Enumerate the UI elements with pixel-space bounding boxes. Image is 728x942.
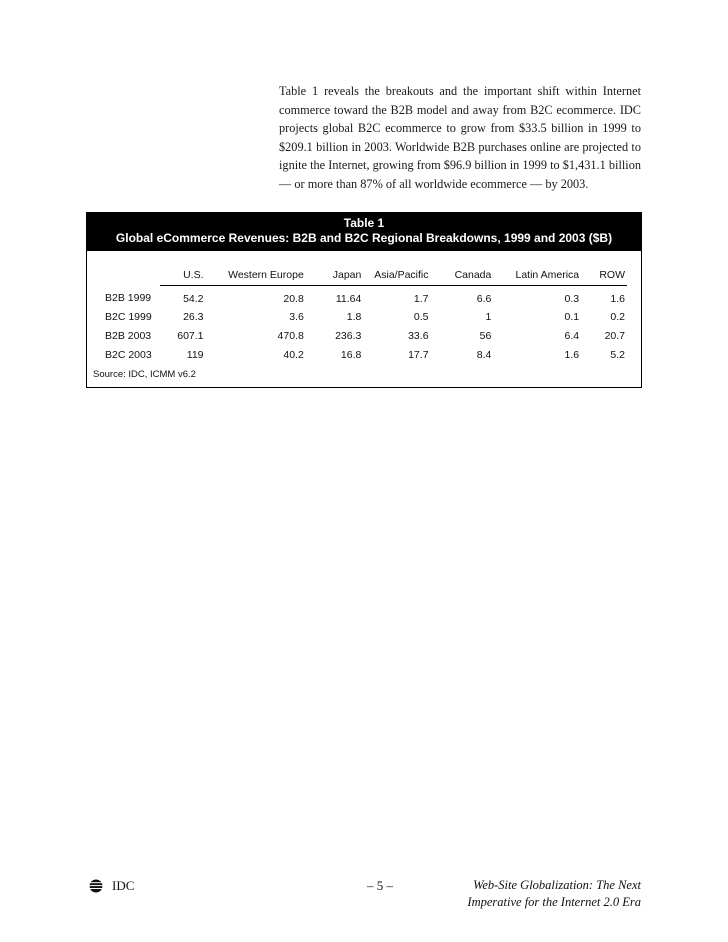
table-cell: 54.2 xyxy=(183,292,204,305)
table-cell: 470.8 xyxy=(277,329,304,342)
row-label: B2B 2003 xyxy=(105,329,152,342)
table-cell: 607.1 xyxy=(177,329,204,342)
table-cell: 16.8 xyxy=(340,348,362,361)
table-cell: 56 xyxy=(479,329,492,342)
table-cell: 26.3 xyxy=(183,310,204,323)
table-cell: 1.8 xyxy=(346,310,362,323)
revenue-table xyxy=(101,268,627,364)
idc-globe-icon xyxy=(89,879,103,893)
table-cell: 1.6 xyxy=(610,292,625,305)
row-label: B2B 1999 xyxy=(105,292,152,305)
table-row xyxy=(101,345,627,364)
table-cell: 33.6 xyxy=(408,329,429,342)
table-cell: 20.7 xyxy=(604,329,625,342)
table-cell: 0.3 xyxy=(564,292,580,305)
footer-title-line: Web-Site Globalization: The Next xyxy=(473,878,641,892)
footer-logo xyxy=(89,878,134,894)
table-row xyxy=(101,326,627,345)
column-header: ROW xyxy=(591,268,627,286)
table-cell: 6.6 xyxy=(476,292,492,305)
table-row xyxy=(101,286,627,308)
table-source: Source: IDC, ICMM v6.2 xyxy=(93,369,196,380)
column-header: Canada xyxy=(443,268,508,286)
table-cell: 20.8 xyxy=(283,292,304,305)
table-header-row xyxy=(101,268,627,286)
column-header: Asia/Pacific xyxy=(365,268,442,286)
column-header: Latin America xyxy=(507,268,591,286)
column-header: Western Europe xyxy=(208,268,314,286)
table-cell: 0.5 xyxy=(413,310,429,323)
table-title: Global eCommerce Revenues: B2B and B2C Regional Breakdowns, 1999 and 2003 ($B) xyxy=(115,231,613,245)
table-number: Table 1 xyxy=(343,216,385,230)
table-cell: 1 xyxy=(485,310,492,323)
table-cell: 236.3 xyxy=(335,329,362,342)
table-1 xyxy=(86,212,642,388)
footer-title xyxy=(467,877,641,911)
table-cell: 119 xyxy=(186,348,204,361)
table-cell: 3.6 xyxy=(289,310,304,323)
page-number: – 5 – xyxy=(367,878,393,893)
column-header: U.S. xyxy=(160,268,207,286)
table-cell: 0.1 xyxy=(564,310,580,323)
table-cell: 1.7 xyxy=(413,292,429,305)
table-cell: 1.6 xyxy=(564,348,580,361)
table-cell: 5.2 xyxy=(610,348,625,361)
table-cell: 8.4 xyxy=(476,348,492,361)
logo-text: IDC xyxy=(112,878,135,893)
row-label: B2C 1999 xyxy=(105,310,152,323)
row-label: B2C 2003 xyxy=(105,348,152,361)
table-header xyxy=(87,213,641,251)
table-cell: 40.2 xyxy=(283,348,304,361)
table-cell: 0.2 xyxy=(610,310,625,323)
body-paragraph: Table 1 reveals the breakouts and the important shift within Internet commerce toward the B2B model and away from B2C ecommerce. IDC projects global B2C ecommerce to grow from $33.5 billion in 1999 to $209.1 billion in 2003. Worldwide B2B purchases online are projected to ignite the Internet, growing from $96.9 billion in 1999 to $1,431.1 billion — or more than 87% of all worldwide ecommerce — by 2003. xyxy=(279,84,641,191)
column-header xyxy=(101,268,160,286)
table-row xyxy=(101,307,627,326)
table-cell: 6.4 xyxy=(564,329,580,342)
column-header: Japan xyxy=(314,268,366,286)
table-cell: 11.64 xyxy=(335,292,362,305)
table-cell: 17.7 xyxy=(408,348,429,361)
footer-title-line: Imperative for the Internet 2.0 Era xyxy=(467,895,641,909)
